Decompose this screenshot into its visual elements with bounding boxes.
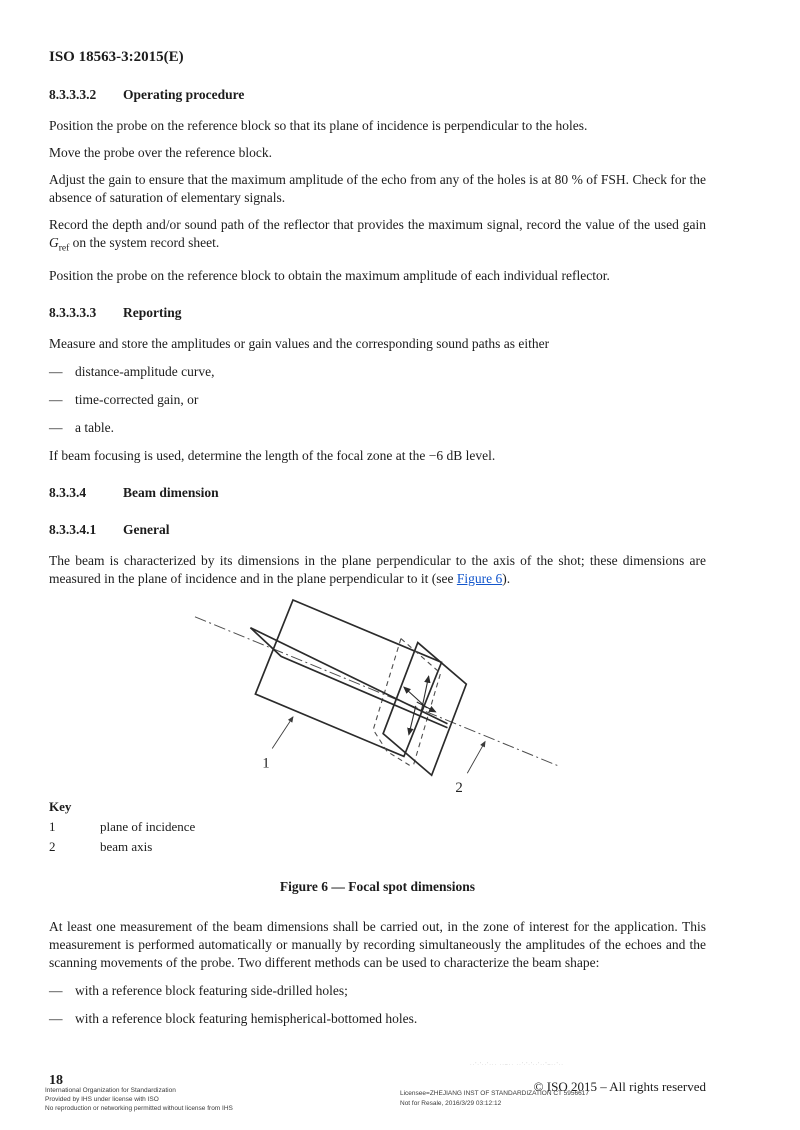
list-item-text: a table. bbox=[75, 419, 114, 435]
perpendicular-plane-outline bbox=[383, 642, 466, 775]
key-item-number: 2 bbox=[49, 838, 56, 854]
list-item-text: time-corrected gain, or bbox=[75, 391, 199, 407]
footer-notice-line: No reproduction or networking permitted without license from IHS bbox=[45, 1105, 233, 1112]
paragraph: Adjust the gain to ensure that the maximum amplitude of the echo from any of the holes is at 80 % of FSH. Check for the absence of saturation of elementary signals. bbox=[49, 172, 706, 205]
beam-axis-line bbox=[195, 616, 559, 766]
gain-symbol: G bbox=[49, 235, 59, 250]
figure-key bbox=[49, 797, 706, 857]
section-title: Beam dimension bbox=[123, 484, 219, 500]
paragraph bbox=[49, 552, 706, 588]
paragraph: Measure and store the amplitudes or gain values and the corresponding sound paths as either bbox=[49, 335, 550, 351]
figure-callout-1: 1 bbox=[262, 755, 270, 772]
paragraph: If beam focusing is used, determine the length of the focal zone at the −6 dB level. bbox=[49, 447, 496, 463]
callout-1-leader bbox=[272, 717, 293, 749]
section-number: 8.3.3.4.1 bbox=[49, 521, 97, 537]
page-content bbox=[49, 48, 706, 1038]
key-item-label: plane of incidence bbox=[100, 818, 196, 834]
page-number: 18 bbox=[49, 1073, 63, 1088]
list-item bbox=[49, 363, 706, 381]
key-item bbox=[49, 837, 706, 857]
footer-copyright: © ISO 2015 – All rights reserved bbox=[533, 1079, 706, 1094]
paragraph: Position the probe on the reference block to obtain the maximum amplitude of each individual reflector. bbox=[49, 267, 610, 283]
paragraph: At least one measurement of the beam dimensions shall be carried out, in the zone of interest for the application. This measurement is performed automatically or manually by recording simultaneously the amplitudes of the echoes and the scanning movements of the probe. Two different methods can be used to characterize the beam shape: bbox=[49, 918, 706, 970]
document-reference: ISO 18563-3:2015(E) bbox=[49, 49, 184, 65]
section-title: Reporting bbox=[123, 304, 182, 320]
footer-notice-line: Provided by IHS under license with ISO bbox=[45, 1096, 159, 1103]
list-item-text: with a reference block featuring side-drilled holes; bbox=[75, 982, 348, 998]
paragraph-text: on the system record sheet. bbox=[69, 235, 220, 250]
key-title: Key bbox=[49, 798, 72, 814]
key-item-label: beam axis bbox=[100, 838, 153, 854]
callout-2-leader bbox=[467, 741, 485, 773]
paragraph: Move the probe over the reference block. bbox=[49, 145, 273, 160]
paragraph-text: ). bbox=[502, 570, 511, 586]
licensee-line: Licensee=ZHEJIANG INST OF STANDARDIZATION CT 5956617 bbox=[400, 1090, 589, 1097]
figure-caption: Figure 6 — Focal spot dimensions bbox=[279, 878, 476, 894]
figure-6-link[interactable]: Figure 6 bbox=[456, 570, 503, 586]
list-item bbox=[49, 1010, 706, 1028]
faint-microtext: ··'·'··'··· ··–·· ··'·'·'··'··'–··'·· bbox=[470, 1062, 564, 1068]
section-number: 8.3.3.3.3 bbox=[49, 304, 97, 320]
list-item bbox=[49, 391, 706, 409]
section-number: 8.3.3.4 bbox=[49, 484, 87, 500]
section-heading-beam-dimension bbox=[49, 484, 706, 502]
figure-callout-2: 2 bbox=[455, 779, 463, 796]
reporting-options-list bbox=[49, 363, 706, 437]
footer-notice-line: International Organization for Standardization bbox=[45, 1087, 176, 1094]
section-heading-operating-procedure bbox=[49, 86, 706, 104]
key-item-number: 1 bbox=[49, 818, 56, 834]
figure-6-drawing bbox=[185, 597, 605, 800]
list-dash: — bbox=[49, 363, 63, 379]
paragraph-text: The beam is characterized by its dimensions in the plane perpendicular to the axis of the shot; these dimensions are measured in the plane of incidence and in the plane perpendicular to it (see bbox=[49, 552, 706, 586]
section-heading-reporting bbox=[49, 304, 706, 322]
key-item bbox=[49, 817, 706, 837]
list-item-text: with a reference block featuring hemispherical-bottomed holes. bbox=[75, 1010, 418, 1026]
licensee-line: Not for Resale, 2016/3/29 03:12:12 bbox=[400, 1099, 502, 1107]
paragraph bbox=[49, 216, 706, 258]
section-number: 8.3.3.3.2 bbox=[49, 87, 97, 102]
list-dash: — bbox=[49, 982, 63, 998]
list-dash: — bbox=[49, 419, 63, 435]
list-item-text: distance-amplitude curve, bbox=[75, 363, 215, 379]
paragraph: Position the probe on the reference block so that its plane of incidence is perpendicular to the holes. bbox=[49, 118, 588, 133]
plane-of-incidence-outline bbox=[255, 600, 441, 756]
gain-subscript: ref bbox=[58, 243, 70, 254]
section-heading-general bbox=[49, 521, 706, 539]
footer-left-notice bbox=[45, 1086, 233, 1113]
paragraph-text: Record the depth and/or sound path of the reflector that provides the maximum signal, record the value of the used gain bbox=[49, 217, 706, 232]
section-title: Operating procedure bbox=[123, 87, 245, 102]
section-title: General bbox=[123, 521, 170, 537]
list-dash: — bbox=[49, 1010, 63, 1026]
methods-list bbox=[49, 982, 706, 1028]
list-dash: — bbox=[49, 391, 63, 407]
list-item bbox=[49, 982, 706, 1000]
list-item bbox=[49, 419, 706, 437]
